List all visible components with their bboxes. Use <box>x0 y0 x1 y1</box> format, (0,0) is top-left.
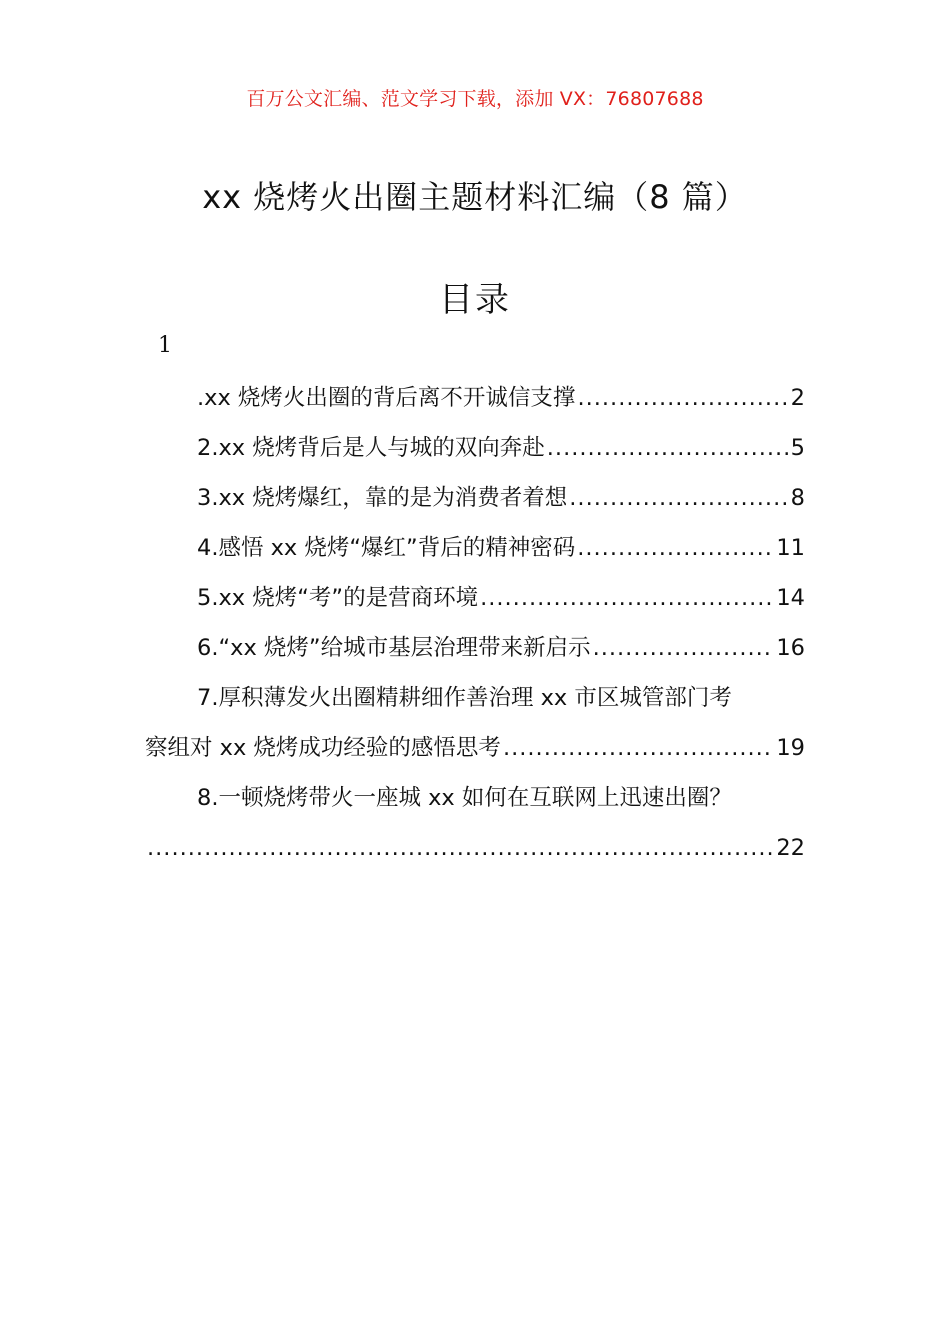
toc-entry-4[interactable] <box>145 523 805 573</box>
toc-entry-5[interactable] <box>145 573 805 623</box>
toc-entry-line2 <box>145 723 805 773</box>
toc-dot-leader <box>503 723 774 773</box>
toc-entry-title-line1: 7.厚积薄发火出圈精耕细作善治理 xx 市区城管部门考 <box>197 685 732 711</box>
toc-dot-leader <box>147 823 774 873</box>
toc-entry-title: 3.xx 烧烤爆红，靠的是为消费者着想 <box>197 485 568 511</box>
toc-entry-7[interactable] <box>145 673 805 773</box>
toc-dot-leader <box>547 423 789 473</box>
toc-stray-number: 1 <box>158 333 172 358</box>
document-title: xx 烧烤火出圈主题材料汇编（8 篇） <box>202 178 748 216</box>
toc-dot-leader <box>593 623 775 673</box>
toc-dot-leader <box>577 373 788 423</box>
toc-entry-page: 8 <box>790 485 805 511</box>
toc-entry-page: 14 <box>776 585 805 611</box>
toc-entry-title-line2: 察组对 xx 烧烤成功经验的感悟思考 <box>145 735 501 761</box>
toc-entry-page: 16 <box>776 635 805 661</box>
toc-entry-1[interactable] <box>145 373 805 423</box>
toc-entry-line2 <box>145 823 805 873</box>
header-note-text: 百万公文汇编、范文学习下载，添加 VX：76807688 <box>246 88 704 110</box>
toc-entry-title: 5.xx 烧烤“考”的是营商环境 <box>197 585 479 611</box>
toc-entry-6[interactable] <box>145 623 805 673</box>
toc-entry-page: 5 <box>790 435 805 461</box>
toc-entry-page: 11 <box>776 535 805 561</box>
toc-entry-page: 2 <box>790 385 805 411</box>
toc-entry-page: 19 <box>776 735 805 761</box>
toc-entry-title: 6.“xx 烧烤”给城市基层治理带来新启示 <box>197 635 591 661</box>
toc-heading: 目录 <box>439 280 511 320</box>
header-watermark-note <box>0 84 950 111</box>
toc-dot-leader <box>480 573 774 623</box>
table-of-contents <box>145 373 805 873</box>
toc-entry-title: 2.xx 烧烤背后是人与城的双向奔赴 <box>197 435 545 461</box>
toc-entry-page: 22 <box>776 835 805 861</box>
toc-dot-leader <box>569 473 788 523</box>
toc-entry-2[interactable] <box>145 423 805 473</box>
toc-entry-title-line1: 8.一顿烧烤带火一座城 xx 如何在互联网上迅速出圈？ <box>197 785 732 811</box>
toc-entry-title: .xx 烧烤火出圈的背后离不开诚信支撑 <box>197 385 576 411</box>
toc-entry-8[interactable] <box>145 773 805 873</box>
toc-entry-title: 4.感悟 xx 烧烤“爆红”背后的精神密码 <box>197 535 576 561</box>
toc-dot-leader <box>577 523 774 573</box>
toc-entry-3[interactable] <box>145 473 805 523</box>
